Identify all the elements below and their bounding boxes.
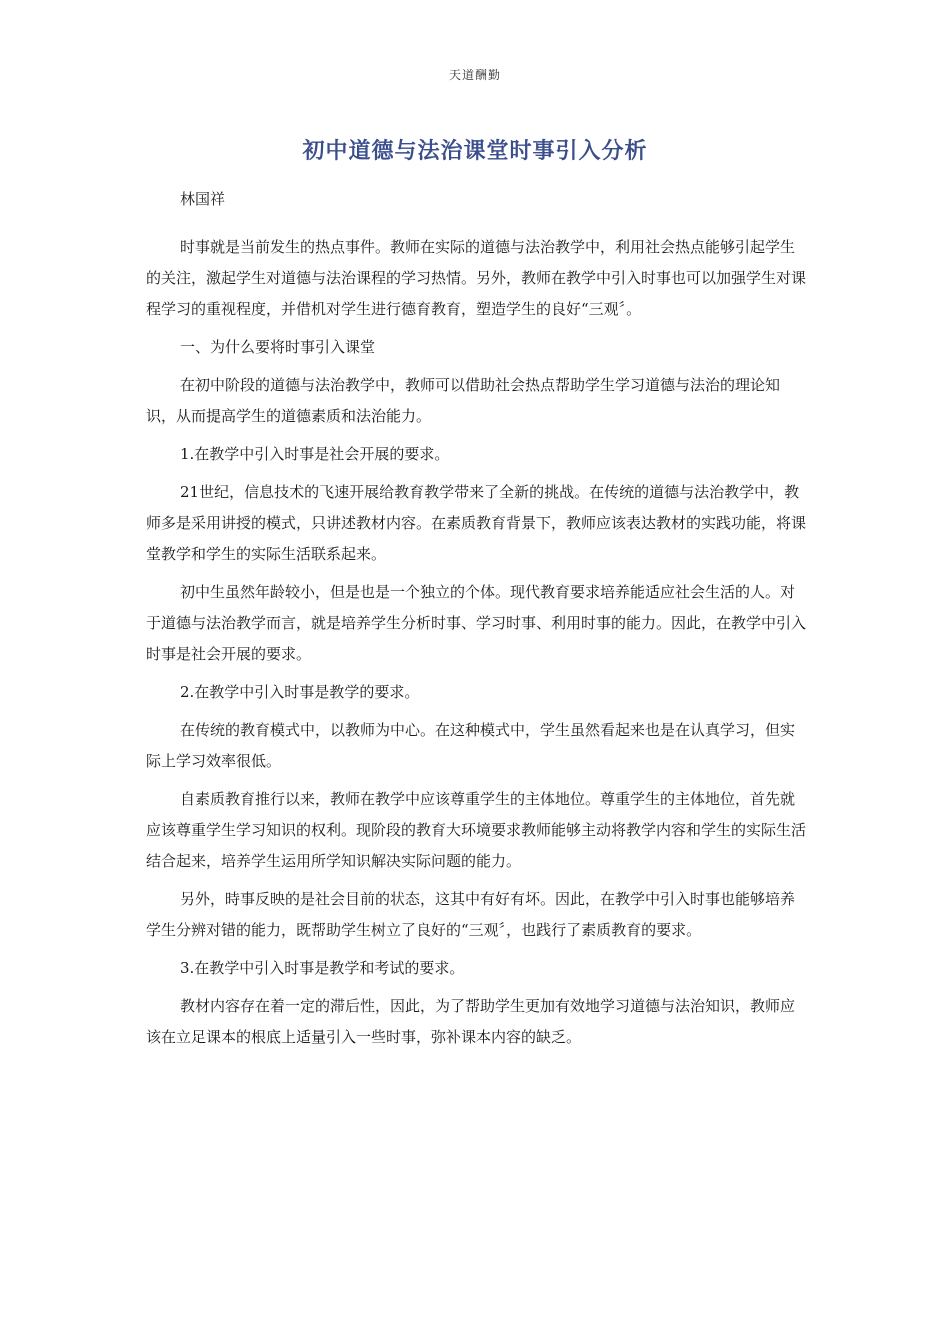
- body-paragraph: 另外，時事反映的是社会目前的状态，这其中有好有坏。因此，在教学中引入时事也能够培养学生分辨对错的能力，既帮助学生树立了良好的“三观〞，也践行了素质教育的要求。: [146, 890, 796, 939]
- intro-paragraph: 时事就是当前发生的热点事件。教师在实际的道德与法治教学中，利用社会热点能够引起学生的关注，激起学生对道德与法治课程的学习热情。另外，教师在教学中引入时事也可以加强学生对课程学习的重视程度，并借机对学生进行德育教育，塑造学生的良好“三观〞。: [146, 238, 807, 318]
- body-paragraph: 初中生虽然年龄较小，但是也是一个独立的个体。现代教育要求培养能适应社会生活的人。对于道德与法治教学而言，就是培养学生分析时事、学习时事、利用时事的能力。因此，在教学中引入时事是社会开展的要求。: [146, 583, 807, 663]
- body-paragraph: 自素质教育推行以来，教师在教学中应该尊重学生的主体地位。尊重学生的主体地位，首先就应该尊重学生学习知识的权利。现阶段的教育大环境要求教师能够主动将教学内容和学生的实际生活结合起来，培养学生运用所学知识解决实际问题的能力。: [146, 790, 807, 870]
- document-body: [146, 232, 806, 1060]
- author-name: 林国祥: [180, 190, 226, 208]
- subsection-heading-1: 1.在教学中引入时事是社会开展的要求。: [180, 445, 450, 463]
- document-title: 初中道德与法治课堂时事引入分析: [302, 139, 648, 164]
- body-paragraph: 在传统的教育模式中，以教师为中心。在这种模式中，学生虽然看起来也是在认真学习，但实际上学习效率很低。: [146, 721, 796, 770]
- body-paragraph: 21世纪，信息技术的飞速开展给教育教学带来了全新的挑战。在传统的道德与法治教学中，教师多是采用讲授的模式，只讲述教材内容。在素质教育背景下，教师应该表达教材的实践功能，将课堂教学和学生的实际生活联系起来。: [146, 483, 807, 563]
- subsection-heading-2: 2.在教学中引入时事是教学的要求。: [180, 683, 420, 701]
- subsection-heading-3: 3.在教学中引入时事是教学和考试的要求。: [180, 959, 465, 977]
- section-heading-1: 一、为什么要将时事引入课堂: [180, 338, 376, 356]
- page-header: 天道酬勤: [448, 68, 501, 82]
- body-paragraph: 在初中阶段的道德与法治教学中，教师可以借助社会热点帮助学生学习道德与法治的理论知识，从而提高学生的道德素质和法治能力。: [146, 376, 781, 425]
- body-paragraph: 教材内容存在着一定的滞后性，因此，为了帮助学生更加有效地学习道德与法治知识，教师应该在立足课本的根底上适量引入一些时事，弥补课本内容的缺乏。: [146, 997, 796, 1046]
